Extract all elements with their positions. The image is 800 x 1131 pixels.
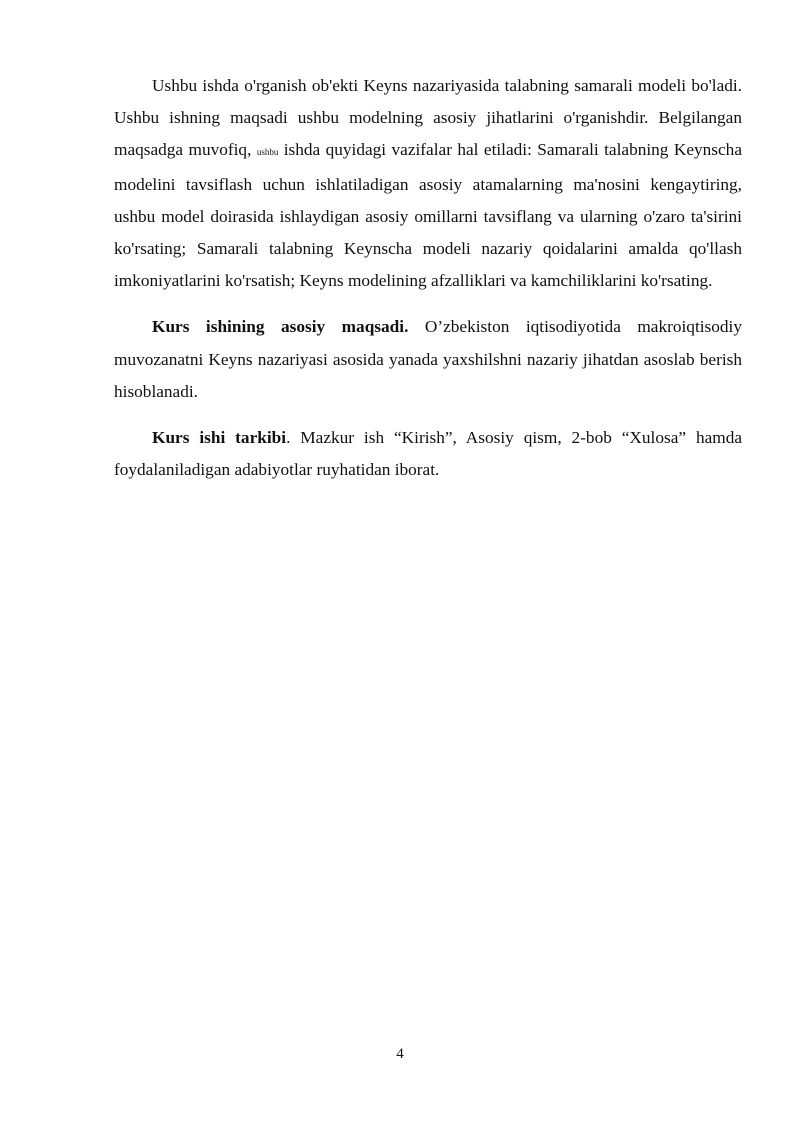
- page-number: 4: [396, 1046, 404, 1062]
- paragraph-structure: [114, 422, 742, 486]
- document-page: [114, 70, 742, 500]
- paragraph-heading: Kurs ishining asosiy maqsadi.: [152, 317, 409, 337]
- paragraph-text: Ushbu ishda o'rganish ob'ekti Keyns nazariyasida talabning samarali modeli bo'ladi. Ushbu ishning maqsadi ushbu modelning asosiy jihatlarini o'rganishdir. Belgilangan maqsadga muvofiq,: [114, 76, 742, 160]
- paragraph-object-of-study: [114, 70, 742, 297]
- paragraph-text: O’zbekiston iqtisodiyotida makroiqtisodiy muvozanatni Keyns nazariyasi asosida yanada yaxshilshni nazariy jihatdan asoslab berish hisoblanadi.: [114, 317, 742, 401]
- paragraph-text: ishda quyidagi vazifalar hal etiladi: Samarali talabning Keynscha modelini tavsiflash uchun ishlatiladigan asosiy atamalarning ma'nosini kengaytiring, ushbu model doirasida ishlaydigan asosiy omillarni tavsiflang va ularning o'zaro ta'sirini ko'rsating; Samarali talabning Keynscha modeli nazariy qoidalarini amalda qo'llash imkoniyatlarini ko'rsatish; Keyns modelining afzalliklari va kamchiliklarini ko'rsating.: [114, 140, 742, 291]
- paragraph-text: . Mazkur ish “Kirish”, Asosiy qism, 2-bob “Xulosa” hamda foydalaniladigan adabiyotlar ruyhatidan iborat.: [114, 428, 743, 480]
- paragraph-main-goal: [114, 311, 742, 408]
- paragraph-heading: Kurs ishi tarkibi: [152, 428, 287, 448]
- small-inline-word: ushbu: [256, 147, 279, 158]
